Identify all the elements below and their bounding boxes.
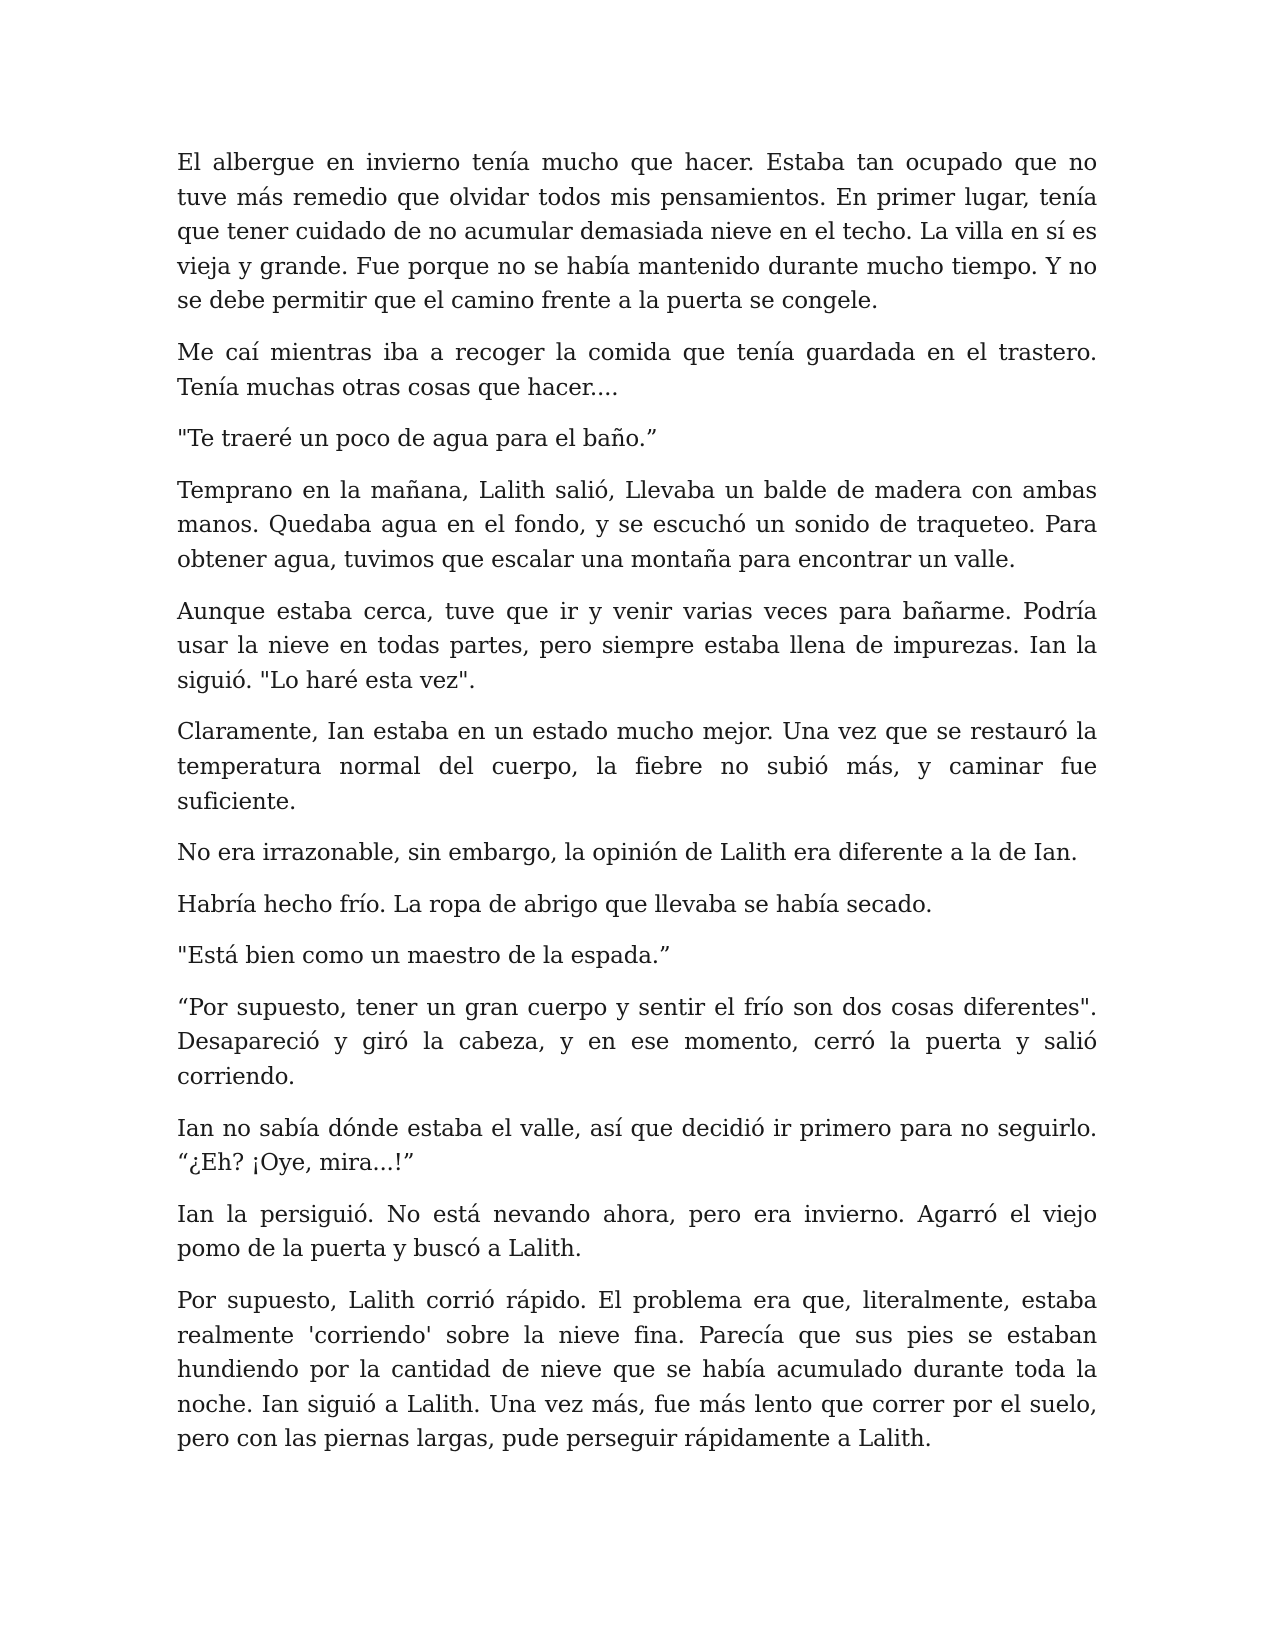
- paragraph: El albergue en invierno tenía mucho que hacer. Estaba tan ocupado que no tuve más remedio que olvidar todos mis pensamientos. En primer lugar, tenía que tener cuidado de no acumular demasiada nieve en el techo. La villa en sí es vieja y grande. Fue porque no se había mantenido durante mucho tiempo. Y no se debe permitir que el camino frente a la puerta se congele.: [177, 150, 1097, 315]
- paragraph: Ian la persiguió. No está nevando ahora, pero era invierno. Agarró el viejo pomo de la puerta y buscó a Lalith.: [177, 1201, 1097, 1263]
- paragraph: Habría hecho frío. La ropa de abrigo que llevaba se había secado.: [177, 891, 933, 918]
- paragraph: "Te traeré un poco de agua para el baño.”: [177, 426, 658, 453]
- paragraph: Aunque estaba cerca, tuve que ir y venir varias veces para bañarme. Podría usar la nieve en todas partes, pero siempre estaba llena de impurezas. Ian la siguió. "Lo haré esta vez".: [177, 598, 1097, 694]
- paragraph: Temprano en la mañana, Lalith salió, Llevaba un balde de madera con ambas manos. Quedaba agua en el fondo, y se escuchó un sonido de traqueteo. Para obtener agua, tuvimos que escalar una montaña para encontrar un valle.: [177, 477, 1097, 573]
- paragraph: “Por supuesto, tener un gran cuerpo y sentir el frío son dos cosas diferentes". Desapareció y giró la cabeza, y en ese momento, cerró la puerta y salió corriendo.: [177, 994, 1097, 1091]
- document-page: [177, 146, 1097, 1474]
- paragraph: "Está bien como un maestro de la espada.”: [177, 943, 671, 970]
- paragraph: Ian no sabía dónde estaba el valle, así que decidió ir primero para no seguirlo. “¿Eh? ¡Oye, mira...!”: [177, 1115, 1097, 1177]
- paragraph: Me caí mientras iba a recoger la comida que tenía guardada en el trastero. Tenía muchas otras cosas que hacer....: [177, 339, 1097, 401]
- paragraph: No era irrazonable, sin embargo, la opinión de Lalith era diferente a la de Ian.: [177, 840, 1078, 867]
- paragraph: Claramente, Ian estaba en un estado mucho mejor. Una vez que se restauró la temperatura normal del cuerpo, la fiebre no subió más, y caminar fue suficiente.: [177, 719, 1097, 815]
- paragraph: Por supuesto, Lalith corrió rápido. El problema era que, literalmente, estaba realmente 'corriendo' sobre la nieve fina. Parecía que sus pies se estaban hundiendo por la cantidad de nieve que se había acumulado durante toda la noche. Ian siguió a Lalith. Una vez más, fue más lento que correr por el suelo, pero con las piernas largas, pude perseguir rápidamente a Lalith.: [177, 1288, 1097, 1453]
